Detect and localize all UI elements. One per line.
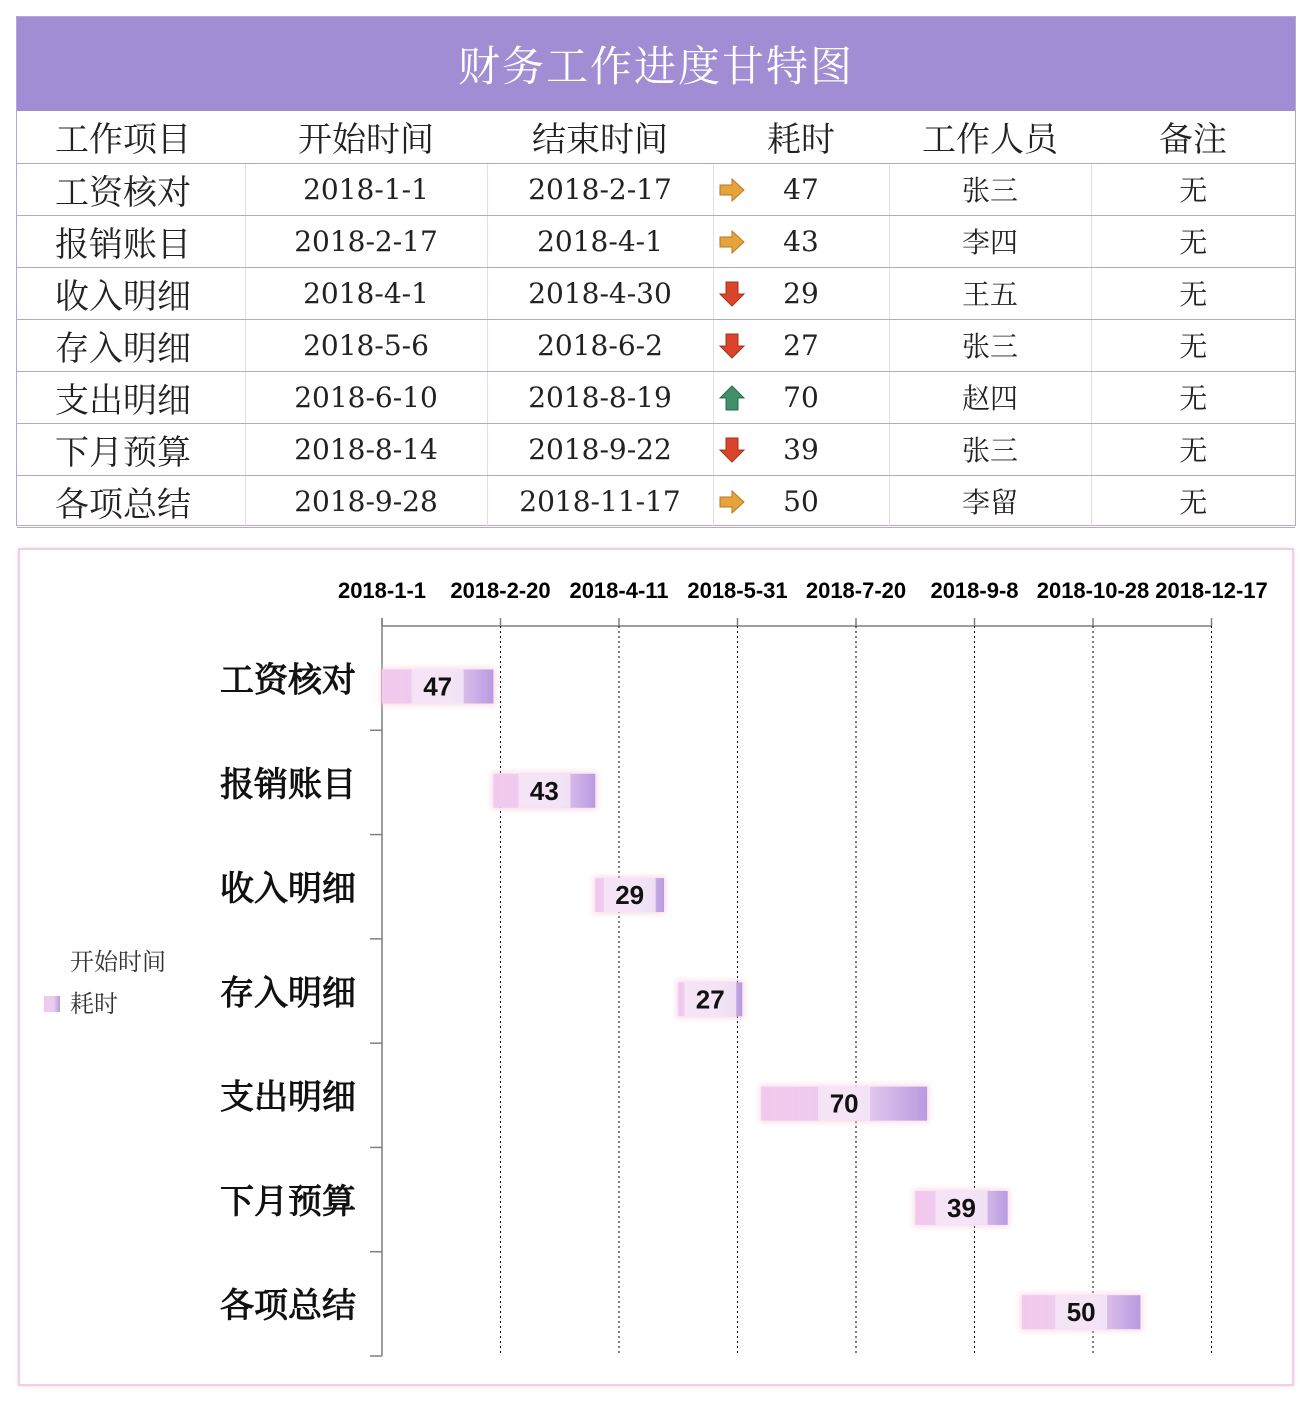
data-label: 70 (829, 1088, 859, 1119)
category-label: 下月预算 (220, 1182, 356, 1221)
x-tick-label: 2018-9-8 (930, 578, 1019, 603)
category-label: 收入明细 (220, 870, 356, 909)
cell-duration (713, 163, 889, 215)
table-row (17, 163, 1295, 215)
header-duration: 耗时 (713, 111, 889, 163)
data-label: 29 (615, 880, 645, 911)
cell-end: 2018-6-2 (487, 319, 713, 371)
cell-end: 2018-4-30 (487, 267, 713, 319)
legend-start: 开始时间 (70, 949, 166, 976)
duration-value: 50 (783, 484, 819, 518)
duration-value: 27 (783, 328, 819, 362)
gantt-sheet (16, 16, 1296, 526)
x-tick-label: 2018-4-11 (569, 578, 669, 603)
table-row (17, 319, 1295, 371)
table-row (17, 267, 1295, 319)
cell-duration (713, 475, 889, 527)
duration-value: 70 (783, 380, 819, 414)
cell-end: 2018-8-19 (487, 371, 713, 423)
header-end: 结束时间 (487, 111, 713, 163)
arrow-down-icon (718, 332, 746, 360)
duration-value: 39 (783, 432, 819, 466)
cell-duration (713, 319, 889, 371)
cell-start: 2018-9-28 (245, 475, 487, 527)
duration-value: 43 (783, 224, 819, 258)
category-label: 支出明细 (220, 1078, 356, 1117)
cell-note: 无 (1091, 267, 1295, 319)
header-task: 工作项目 (17, 111, 245, 163)
gantt-chart-svg (20, 550, 1292, 1384)
cell-task: 各项总结 (17, 475, 245, 527)
cell-person: 张三 (889, 423, 1091, 475)
data-label: 50 (1066, 1297, 1096, 1328)
cell-task: 收入明细 (17, 267, 245, 319)
cell-end: 2018-2-17 (487, 163, 713, 215)
gantt-chart (18, 548, 1294, 1386)
arrow-down-icon (718, 436, 746, 464)
cell-duration (713, 215, 889, 267)
task-table (17, 111, 1295, 528)
arrow-right-icon (718, 228, 746, 256)
x-tick-label: 2018-7-20 (805, 578, 907, 603)
cell-note: 无 (1091, 319, 1295, 371)
cell-task: 下月预算 (17, 423, 245, 475)
header-start: 开始时间 (245, 111, 487, 163)
cell-note: 无 (1091, 423, 1295, 475)
data-label: 27 (695, 984, 725, 1015)
x-tick-label: 2018-2-20 (450, 578, 551, 603)
x-tick-label: 2018-1-1 (337, 578, 427, 603)
cell-person: 李留 (889, 475, 1091, 527)
table-row (17, 371, 1295, 423)
data-label: 47 (423, 671, 453, 702)
cell-end: 2018-4-1 (487, 215, 713, 267)
cell-start: 2018-1-1 (245, 163, 487, 215)
arrow-right-icon (718, 176, 746, 204)
legend-swatch (44, 996, 60, 1012)
x-tick-label: 2018-10-28 (1036, 578, 1150, 603)
cell-task: 报销账目 (17, 215, 245, 267)
cell-start: 2018-6-10 (245, 371, 487, 423)
table-row (17, 423, 1295, 475)
cell-task: 工资核对 (17, 163, 245, 215)
data-label: 39 (947, 1192, 976, 1223)
cell-duration (713, 371, 889, 423)
cell-note: 无 (1091, 371, 1295, 423)
data-label: 43 (529, 775, 559, 806)
cell-note: 无 (1091, 215, 1295, 267)
cell-person: 李四 (889, 215, 1091, 267)
legend-duration: 耗时 (70, 991, 118, 1018)
cell-person: 张三 (889, 163, 1091, 215)
category-label: 存入明细 (220, 974, 356, 1013)
cell-end: 2018-9-22 (487, 423, 713, 475)
category-label: 各项总结 (220, 1287, 356, 1326)
arrow-up-icon (718, 384, 746, 412)
x-tick-label: 2018-5-31 (687, 578, 788, 603)
arrow-right-icon (718, 488, 746, 516)
cell-duration (713, 267, 889, 319)
arrow-down-icon (718, 280, 746, 308)
cell-end: 2018-11-17 (487, 475, 713, 527)
table-row (17, 215, 1295, 267)
cell-task: 支出明细 (17, 371, 245, 423)
category-label: 工资核对 (220, 661, 356, 700)
table-header-row (17, 111, 1295, 163)
cell-start: 2018-4-1 (245, 267, 487, 319)
header-note: 备注 (1091, 111, 1295, 163)
duration-value: 47 (783, 172, 819, 206)
cell-person: 张三 (889, 319, 1091, 371)
cell-note: 无 (1091, 163, 1295, 215)
cell-duration (713, 423, 889, 475)
x-tick-label: 2018-12-17 (1155, 578, 1268, 603)
sheet-title: 财务工作进度甘特图 (17, 17, 1295, 111)
table-row (17, 475, 1295, 527)
cell-task: 存入明细 (17, 319, 245, 371)
header-person: 工作人员 (889, 111, 1091, 163)
cell-start: 2018-8-14 (245, 423, 487, 475)
cell-start: 2018-2-17 (245, 215, 487, 267)
cell-note: 无 (1091, 475, 1295, 527)
cell-person: 王五 (889, 267, 1091, 319)
category-label: 报销账目 (220, 765, 356, 804)
cell-person: 赵四 (889, 371, 1091, 423)
cell-start: 2018-5-6 (245, 319, 487, 371)
duration-value: 29 (783, 276, 819, 310)
